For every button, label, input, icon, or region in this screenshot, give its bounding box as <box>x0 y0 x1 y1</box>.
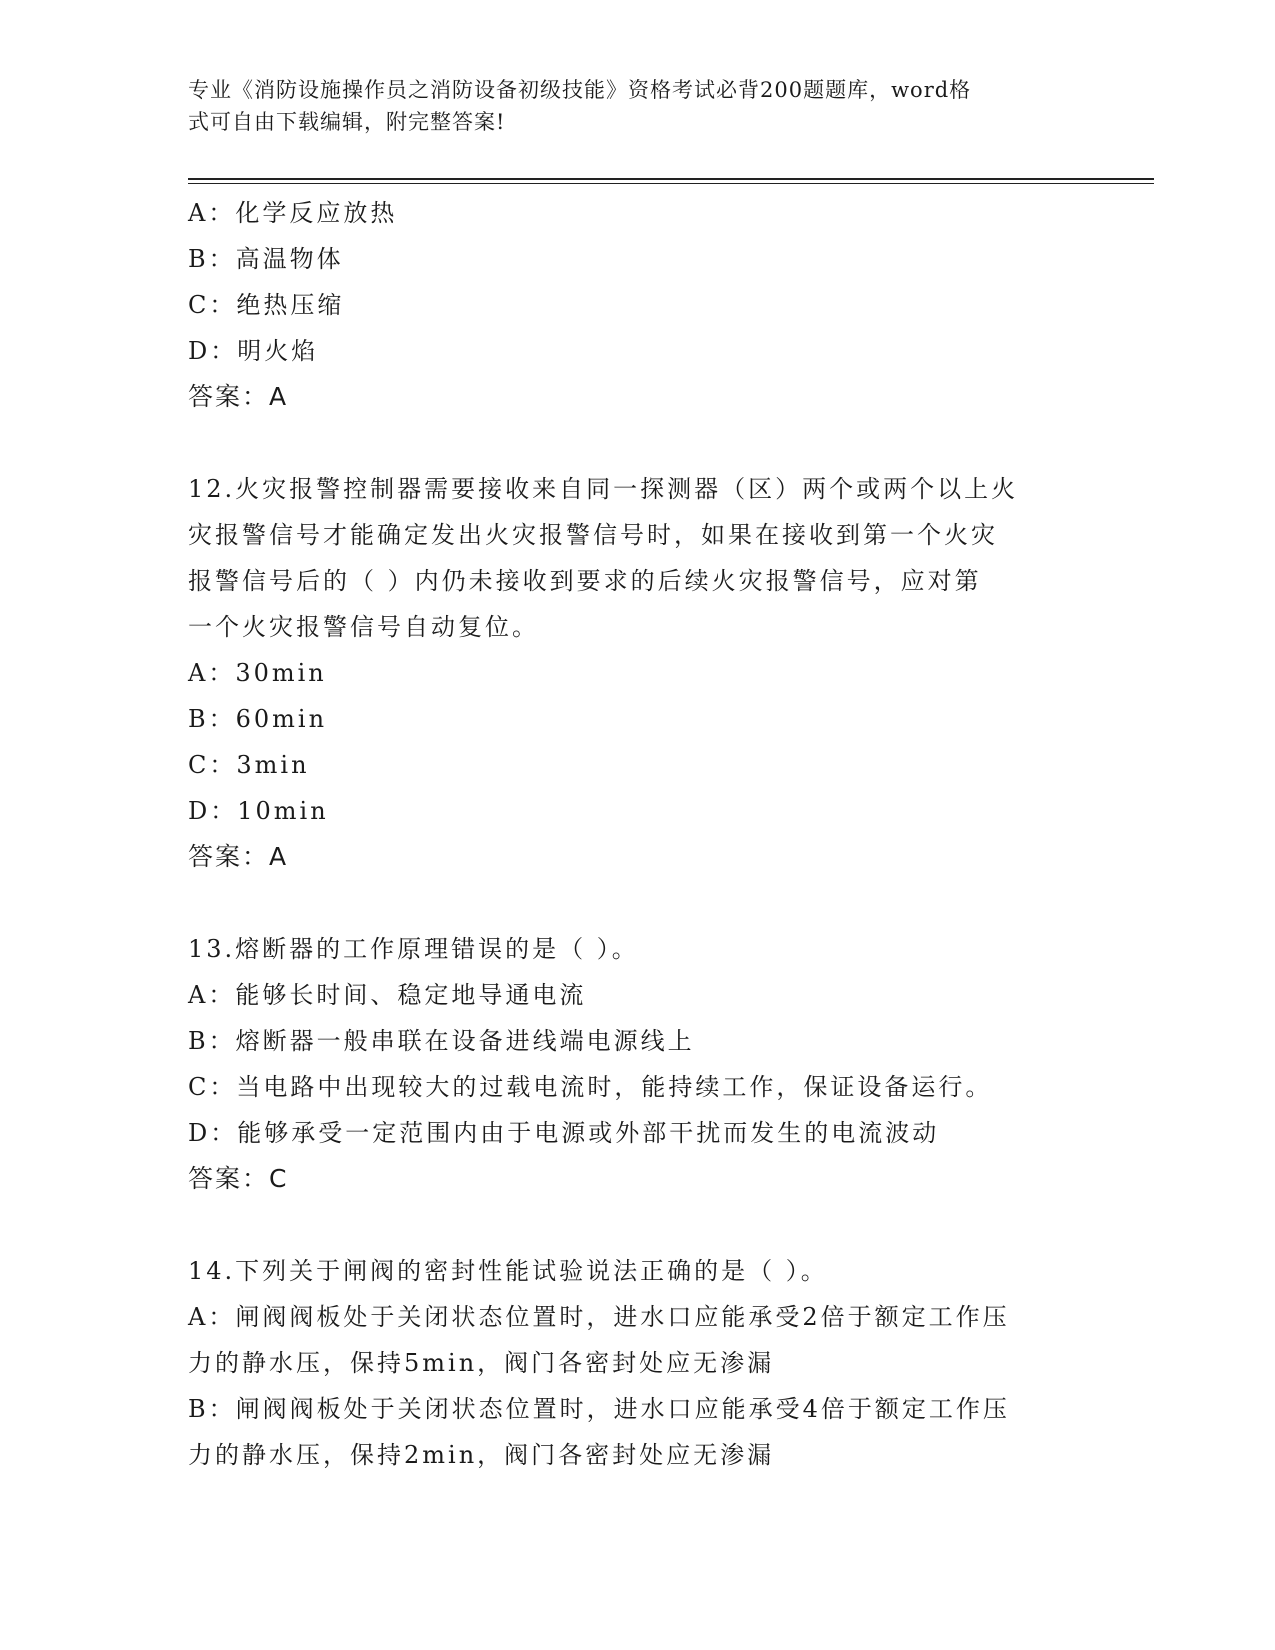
q12-stem-line-2: 灾报警信号才能确定发出火灾报警信号时，如果在接收到第一个火灾 <box>188 521 998 549</box>
header-divider-thick <box>188 178 1154 180</box>
q12-stem-line-4: 一个火灾报警信号自动复位。 <box>188 613 539 641</box>
q14-option-a-line-2: 力的静水压，保持5min，阀门各密封处应无渗漏 <box>188 1349 775 1377</box>
q12-answer: 答案：A <box>188 842 289 871</box>
question-content <box>188 190 1088 1478</box>
q13-option-c: C：当电路中出现较大的过载电流时，能持续工作，保证设备运行。 <box>188 1073 993 1101</box>
spacer <box>188 880 1088 926</box>
q12-option-c: C：3min <box>188 751 310 779</box>
document-header <box>188 74 1068 138</box>
q11-option-c: C：绝热压缩 <box>188 291 345 319</box>
q12-option-b: B：60min <box>188 705 328 733</box>
q14-option-b-line-1: B：闸阀阀板处于关闭状态位置时，进水口应能承受4倍于额定工作压 <box>188 1395 1010 1423</box>
q13-stem: 13.熔断器的工作原理错误的是（ ）。 <box>188 935 639 963</box>
q11-option-a: A：化学反应放热 <box>188 199 398 227</box>
q11-option-b: B：高温物体 <box>188 245 344 273</box>
q11-answer: 答案：A <box>188 382 289 411</box>
q14-option-b-line-2: 力的静水压，保持2min，阀门各密封处应无渗漏 <box>188 1441 775 1469</box>
q12-option-d: D：10min <box>188 797 329 825</box>
q13-option-d: D：能够承受一定范围内由于电源或外部干扰而发生的电流波动 <box>188 1119 940 1147</box>
q12-option-a: A：30min <box>188 659 327 687</box>
q13-answer: 答案：C <box>188 1164 289 1193</box>
q11-option-d: D：明火焰 <box>188 337 319 365</box>
q14-stem: 14.下列关于闸阀的密封性能试验说法正确的是（ ）。 <box>188 1257 828 1285</box>
q12-stem-line-1: 12.火灾报警控制器需要接收来自同一探测器（区）两个或两个以上火 <box>188 475 1019 503</box>
question-11-block <box>188 190 1088 420</box>
q14-option-a-line-1: A：闸阀阀板处于关闭状态位置时，进水口应能承受2倍于额定工作压 <box>188 1303 1010 1331</box>
question-13-block <box>188 926 1088 1202</box>
header-line-2: 式可自由下载编辑，附完整答案! <box>188 110 506 134</box>
question-12-block <box>188 466 1088 880</box>
q12-stem-line-3: 报警信号后的（ ）内仍未接收到要求的后续火灾报警信号，应对第 <box>188 567 982 595</box>
spacer <box>188 1202 1088 1248</box>
header-line-1: 专业《消防设施操作员之消防设备初级技能》资格考试必背200题题库，word格 <box>188 78 972 102</box>
spacer <box>188 420 1088 466</box>
header-divider-thin <box>188 183 1154 184</box>
q13-option-b: B：熔断器一般串联在设备进线端电源线上 <box>188 1027 695 1055</box>
q13-option-a: A：能够长时间、稳定地导通电流 <box>188 981 587 1009</box>
question-14-block <box>188 1248 1088 1478</box>
